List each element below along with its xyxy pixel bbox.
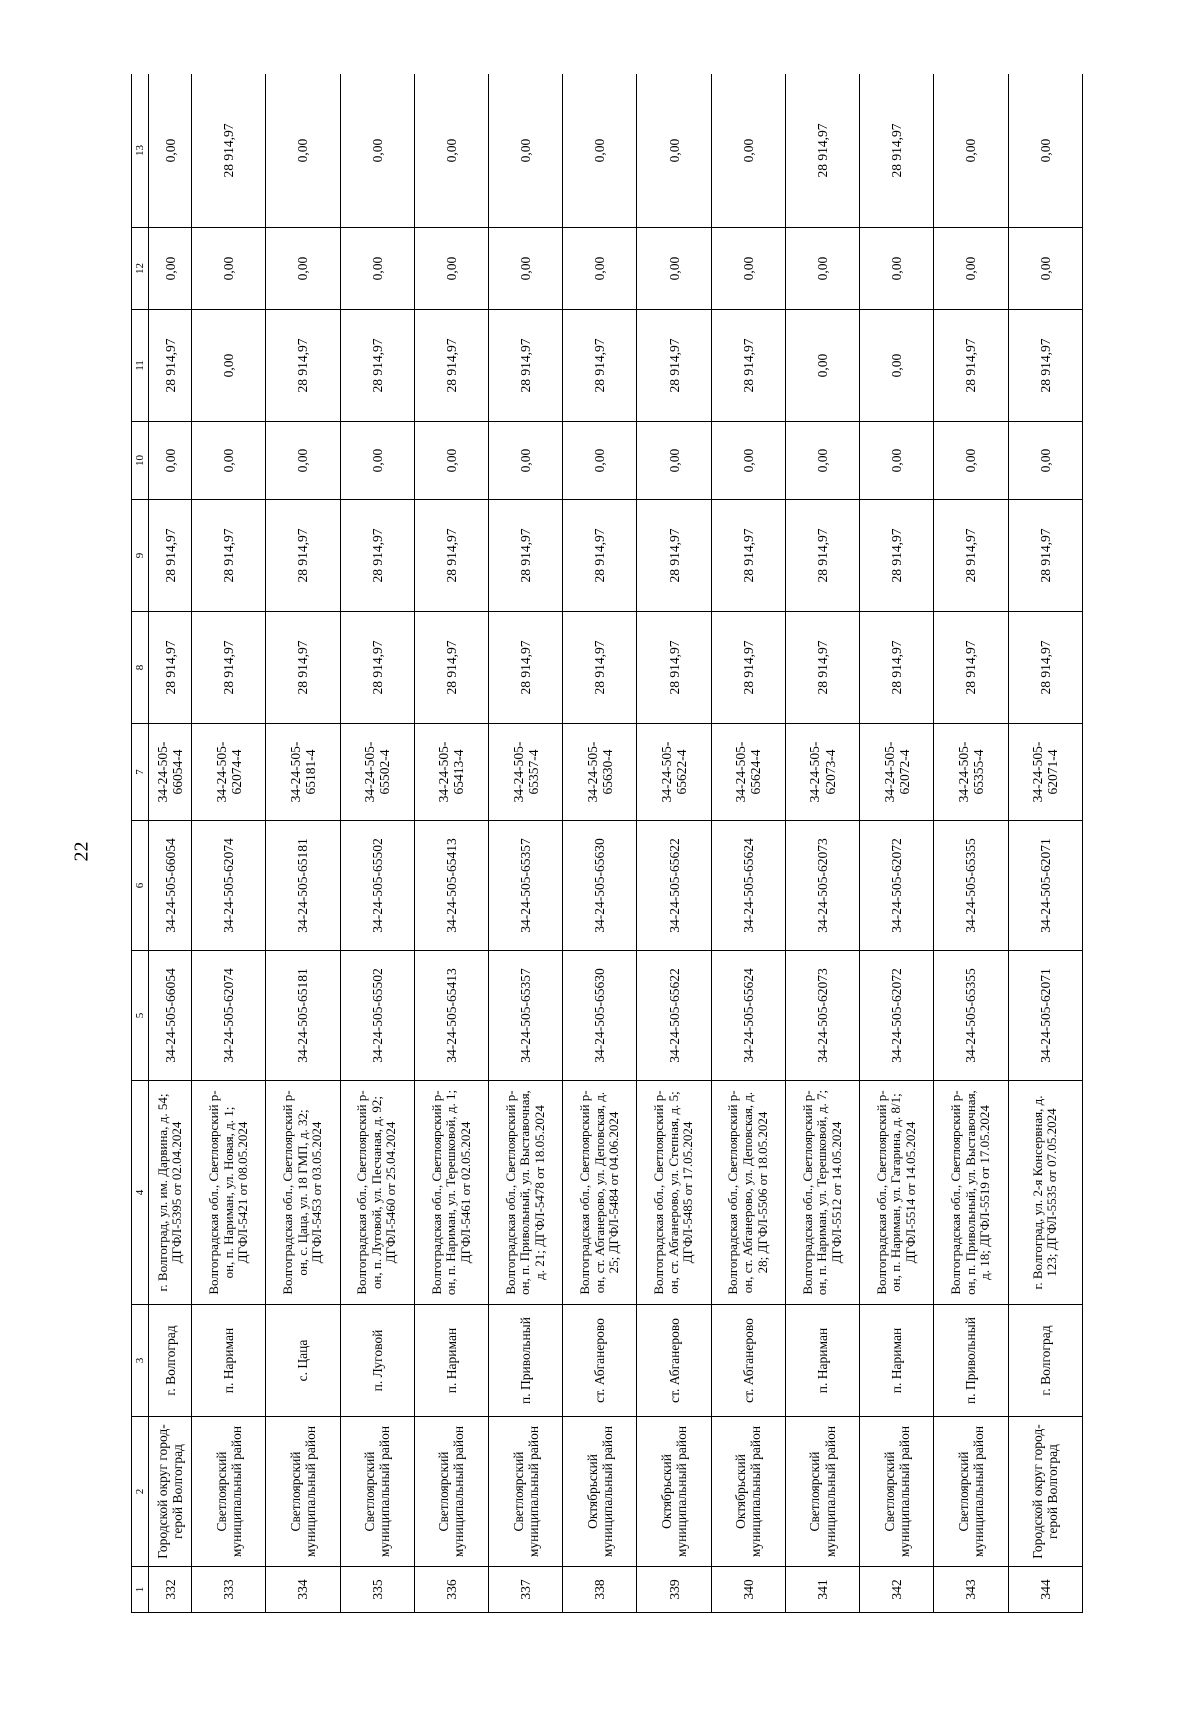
municipality-cell: Светлоярский муниципальный район: [414, 1417, 488, 1567]
amount-cell: 28 914,97: [860, 612, 934, 724]
address-cell: Волгоградская обл., Светлоярский р-он, п. Привольный, ул. Выставочная, д. 18; ДГФЛ-5519 от 17.05.2024: [934, 1081, 1008, 1305]
amount-cell: 28 914,97: [563, 310, 637, 422]
municipality-cell: Светлоярский муниципальный район: [192, 1417, 266, 1567]
row-number-cell: 334: [266, 1567, 340, 1613]
address-cell: Волгоградская обл., Светлоярский р-он, ст. Абганерово, ул. Деповская, д. 25; ДГФЛ-5484 от 04.06.2024: [563, 1081, 637, 1305]
amount-cell: 0,00: [340, 228, 414, 310]
amount-cell: 0,00: [785, 310, 859, 422]
amount-cell: 28 914,97: [340, 612, 414, 724]
municipality-cell: Октябрьский муниципальный район: [637, 1417, 711, 1567]
address-cell: Волгоградская обл., Светлоярский р-он, ст. Абганерово, ул. Степная, д. 5; ДГФЛ-5485 от 17.05.2024: [637, 1081, 711, 1305]
code-cell: 34-24-505-65502: [340, 951, 414, 1081]
code-cell: 34-24-505-65181: [266, 951, 340, 1081]
column-number: 3: [132, 1305, 149, 1417]
code-cell: 34-24-505-65622: [637, 951, 711, 1081]
table-row: [637, 74, 711, 1613]
page-number: 22: [70, 841, 93, 862]
column-number: 12: [132, 228, 149, 310]
amount-cell: 0,00: [1008, 422, 1082, 500]
settlement-cell: п. Нариман: [860, 1305, 934, 1417]
code-cell: 34-24-505-65357: [489, 951, 563, 1081]
amount-cell: 0,00: [414, 422, 488, 500]
settlement-cell: п. Луговой: [340, 1305, 414, 1417]
amount-cell: 0,00: [563, 74, 637, 228]
row-number-cell: 336: [414, 1567, 488, 1613]
settlement-cell: ст. Абганерово: [637, 1305, 711, 1417]
code-cell: 34-24-505-62074-4: [192, 724, 266, 821]
code-cell: 34-24-505-65630: [563, 821, 637, 951]
municipality-cell: Светлоярский муниципальный район: [934, 1417, 1008, 1567]
amount-cell: 28 914,97: [934, 500, 1008, 612]
amount-cell: 0,00: [149, 228, 192, 310]
code-cell: 34-24-505-65502: [340, 821, 414, 951]
amount-cell: 28 914,97: [149, 310, 192, 422]
column-number: 6: [132, 821, 149, 951]
amount-cell: 28 914,97: [637, 310, 711, 422]
amount-cell: 28 914,97: [563, 500, 637, 612]
table-row: [266, 74, 340, 1613]
address-cell: Волгоградская обл., Светлоярский р-он, п. Нариман, ул. Терешковой, д. 1; ДГФЛ-5461 от 02.05.2024: [414, 1081, 488, 1305]
table-row: [489, 74, 563, 1613]
column-number: 7: [132, 724, 149, 821]
code-cell: 34-24-505-65624: [711, 821, 785, 951]
row-number-cell: 332: [149, 1567, 192, 1613]
column-number: 5: [132, 951, 149, 1081]
code-cell: 34-24-505-65357: [489, 821, 563, 951]
amount-cell: 0,00: [192, 422, 266, 500]
settlement-cell: п. Нариман: [785, 1305, 859, 1417]
code-cell: 34-24-505-65622-4: [637, 724, 711, 821]
amount-cell: 28 914,97: [934, 612, 1008, 724]
code-cell: 34-24-505-66054-4: [149, 724, 192, 821]
address-cell: Волгоградская обл., Светлоярский р-он, ст. Абганерово, ул. Деповская, д. 28; ДГФЛ-5506 от 18.05.2024: [711, 1081, 785, 1305]
code-cell: 34-24-505-62071: [1008, 821, 1082, 951]
municipality-cell: Светлоярский муниципальный район: [489, 1417, 563, 1567]
column-number: 4: [132, 1081, 149, 1305]
settlement-cell: п. Нариман: [414, 1305, 488, 1417]
municipality-cell: Светлоярский муниципальный район: [340, 1417, 414, 1567]
amount-cell: 28 914,97: [1008, 612, 1082, 724]
code-cell: 34-24-505-62072-4: [860, 724, 934, 821]
settlement-cell: ст. Абганерово: [711, 1305, 785, 1417]
amount-cell: 0,00: [711, 422, 785, 500]
table-body: [132, 74, 1083, 1613]
municipality-cell: Светлоярский муниципальный район: [860, 1417, 934, 1567]
rotated-table-frame: [131, 74, 1083, 1613]
amount-cell: 0,00: [711, 228, 785, 310]
amount-cell: 0,00: [149, 422, 192, 500]
code-cell: 34-24-505-65181-4: [266, 724, 340, 821]
amount-cell: 0,00: [860, 228, 934, 310]
amount-cell: 0,00: [340, 422, 414, 500]
code-cell: 34-24-505-65622: [637, 821, 711, 951]
table-row: [1008, 74, 1082, 1613]
row-number-cell: 338: [563, 1567, 637, 1613]
amount-cell: 0,00: [934, 74, 1008, 228]
amount-cell: 0,00: [414, 74, 488, 228]
table-row: [414, 74, 488, 1613]
table-row: [563, 74, 637, 1613]
code-cell: 34-24-505-65630: [563, 951, 637, 1081]
amount-cell: 28 914,97: [192, 500, 266, 612]
code-cell: 34-24-505-65355: [934, 821, 1008, 951]
settlement-cell: п. Привольный: [489, 1305, 563, 1417]
amount-cell: 28 914,97: [711, 500, 785, 612]
amount-cell: 0,00: [1008, 228, 1082, 310]
amount-cell: 0,00: [414, 228, 488, 310]
amount-cell: 0,00: [149, 74, 192, 228]
amount-cell: 0,00: [563, 422, 637, 500]
amount-cell: 28 914,97: [1008, 500, 1082, 612]
column-number: 8: [132, 612, 149, 724]
table-row: [785, 74, 859, 1613]
table-row: [934, 74, 1008, 1613]
settlement-cell: г. Волгоград: [149, 1305, 192, 1417]
code-cell: 34-24-505-66054: [149, 821, 192, 951]
code-cell: 34-24-505-65357-4: [489, 724, 563, 821]
amount-cell: 0,00: [934, 422, 1008, 500]
address-cell: Волгоградская обл., Светлоярский р-он, п. Нариман, ул. Новая, д. 1; ДГФЛ-5421 от 08.05.2024: [192, 1081, 266, 1305]
amount-cell: 28 914,97: [149, 612, 192, 724]
table-row: [192, 74, 266, 1613]
code-cell: 34-24-505-62073-4: [785, 724, 859, 821]
amount-cell: 0,00: [563, 228, 637, 310]
amount-cell: 28 914,97: [266, 500, 340, 612]
amount-cell: 28 914,97: [414, 612, 488, 724]
address-cell: Волгоградская обл., Светлоярский р-он, п. Нариман, ул. Терешковой, д. 7; ДГФЛ-5512 от 14.05.2024: [785, 1081, 859, 1305]
row-number-cell: 339: [637, 1567, 711, 1613]
data-table: [131, 74, 1083, 1613]
amount-cell: 0,00: [637, 74, 711, 228]
code-cell: 34-24-505-62074: [192, 821, 266, 951]
column-number: 9: [132, 500, 149, 612]
settlement-cell: ст. Абганерово: [563, 1305, 637, 1417]
code-cell: 34-24-505-65630-4: [563, 724, 637, 821]
amount-cell: 28 914,97: [489, 500, 563, 612]
amount-cell: 0,00: [266, 74, 340, 228]
code-cell: 34-24-505-65502-4: [340, 724, 414, 821]
code-cell: 34-24-505-62072: [860, 951, 934, 1081]
municipality-cell: Светлоярский муниципальный район: [266, 1417, 340, 1567]
amount-cell: 28 914,97: [563, 612, 637, 724]
row-number-cell: 333: [192, 1567, 266, 1613]
amount-cell: 28 914,97: [1008, 310, 1082, 422]
amount-cell: 28 914,97: [340, 500, 414, 612]
code-cell: 34-24-505-62071-4: [1008, 724, 1082, 821]
amount-cell: 28 914,97: [489, 310, 563, 422]
column-number-row: [132, 74, 149, 1613]
amount-cell: 28 914,97: [785, 500, 859, 612]
table-row: [149, 74, 192, 1613]
table-container: [131, 74, 1083, 1613]
amount-cell: 28 914,97: [340, 310, 414, 422]
column-number: 11: [132, 310, 149, 422]
code-cell: 34-24-505-65413: [414, 821, 488, 951]
amount-cell: 28 914,97: [785, 612, 859, 724]
column-number: 1: [132, 1567, 149, 1613]
code-cell: 34-24-505-65355: [934, 951, 1008, 1081]
code-cell: 34-24-505-66054: [149, 951, 192, 1081]
address-cell: Волгоградская обл., Светлоярский р-он, п. Нариман, ул. Гагарина, д. 8/1; ДГФЛ-5514 от 14.05.2024: [860, 1081, 934, 1305]
amount-cell: 28 914,97: [149, 500, 192, 612]
amount-cell: 0,00: [860, 310, 934, 422]
table-row: [711, 74, 785, 1613]
amount-cell: 0,00: [711, 74, 785, 228]
amount-cell: 0,00: [489, 422, 563, 500]
municipality-cell: Светлоярский муниципальный район: [785, 1417, 859, 1567]
amount-cell: 28 914,97: [489, 612, 563, 724]
amount-cell: 28 914,97: [192, 74, 266, 228]
code-cell: 34-24-505-65413-4: [414, 724, 488, 821]
row-number-cell: 337: [489, 1567, 563, 1613]
amount-cell: 28 914,97: [860, 500, 934, 612]
amount-cell: 28 914,97: [192, 612, 266, 724]
amount-cell: 0,00: [192, 310, 266, 422]
code-cell: 34-24-505-65624: [711, 951, 785, 1081]
amount-cell: 0,00: [192, 228, 266, 310]
code-cell: 34-24-505-62073: [785, 951, 859, 1081]
row-number-cell: 340: [711, 1567, 785, 1613]
amount-cell: 0,00: [637, 228, 711, 310]
column-number: 2: [132, 1417, 149, 1567]
amount-cell: 0,00: [266, 422, 340, 500]
municipality-cell: Октябрьский муниципальный район: [711, 1417, 785, 1567]
municipality-cell: Городской округ город-герой Волгоград: [149, 1417, 192, 1567]
municipality-cell: Городской округ город-герой Волгоград: [1008, 1417, 1082, 1567]
amount-cell: 28 914,97: [637, 500, 711, 612]
code-cell: 34-24-505-65413: [414, 951, 488, 1081]
amount-cell: 0,00: [637, 422, 711, 500]
amount-cell: 28 914,97: [266, 310, 340, 422]
amount-cell: 28 914,97: [637, 612, 711, 724]
amount-cell: 28 914,97: [414, 310, 488, 422]
code-cell: 34-24-505-65355-4: [934, 724, 1008, 821]
amount-cell: 0,00: [785, 422, 859, 500]
code-cell: 34-24-505-62073: [785, 821, 859, 951]
code-cell: 34-24-505-62072: [860, 821, 934, 951]
amount-cell: 28 914,97: [860, 74, 934, 228]
amount-cell: 0,00: [934, 228, 1008, 310]
code-cell: 34-24-505-65181: [266, 821, 340, 951]
table-row: [860, 74, 934, 1613]
amount-cell: 28 914,97: [266, 612, 340, 724]
amount-cell: 28 914,97: [414, 500, 488, 612]
amount-cell: 0,00: [1008, 74, 1082, 228]
column-number: 13: [132, 74, 149, 228]
settlement-cell: г. Волгоград: [1008, 1305, 1082, 1417]
address-cell: Волгоградская обл., Светлоярский р-он, п. Привольный, ул. Выставочная, д. 21; ДГФЛ-5478 от 18.05.2024: [489, 1081, 563, 1305]
row-number-cell: 341: [785, 1567, 859, 1613]
row-number-cell: 342: [860, 1567, 934, 1613]
amount-cell: 0,00: [785, 228, 859, 310]
amount-cell: 28 914,97: [711, 310, 785, 422]
settlement-cell: п. Нариман: [192, 1305, 266, 1417]
row-number-cell: 343: [934, 1567, 1008, 1613]
table-row: [340, 74, 414, 1613]
address-cell: г. Волгоград, ул. 2-я Консервная, д. 123; ДГФЛ-5535 от 07.05.2024: [1008, 1081, 1082, 1305]
address-cell: Волгоградская обл., Светлоярский р-он, п. Луговой, ул. Песчаная, д. 92; ДГФЛ-5460 от 25.04.2024: [340, 1081, 414, 1305]
code-cell: 34-24-505-65624-4: [711, 724, 785, 821]
row-number-cell: 344: [1008, 1567, 1082, 1613]
amount-cell: 0,00: [489, 228, 563, 310]
column-number: 10: [132, 422, 149, 500]
amount-cell: 0,00: [489, 74, 563, 228]
municipality-cell: Октябрьский муниципальный район: [563, 1417, 637, 1567]
amount-cell: 0,00: [860, 422, 934, 500]
amount-cell: 28 914,97: [711, 612, 785, 724]
code-cell: 34-24-505-62074: [192, 951, 266, 1081]
code-cell: 34-24-505-62071: [1008, 951, 1082, 1081]
amount-cell: 0,00: [266, 228, 340, 310]
address-cell: Волгоградская обл., Светлоярский р-он, с. Цаца, ул. 18 ГМП, д. 32; ДГФЛ-5453 от 03.05.2024: [266, 1081, 340, 1305]
amount-cell: 0,00: [340, 74, 414, 228]
amount-cell: 28 914,97: [785, 74, 859, 228]
settlement-cell: с. Цаца: [266, 1305, 340, 1417]
row-number-cell: 335: [340, 1567, 414, 1613]
address-cell: г. Волгоград, ул. им. Дарвина, д. 54; ДГФЛ-5395 от 02.04.2024: [149, 1081, 192, 1305]
settlement-cell: п. Привольный: [934, 1305, 1008, 1417]
amount-cell: 28 914,97: [934, 310, 1008, 422]
